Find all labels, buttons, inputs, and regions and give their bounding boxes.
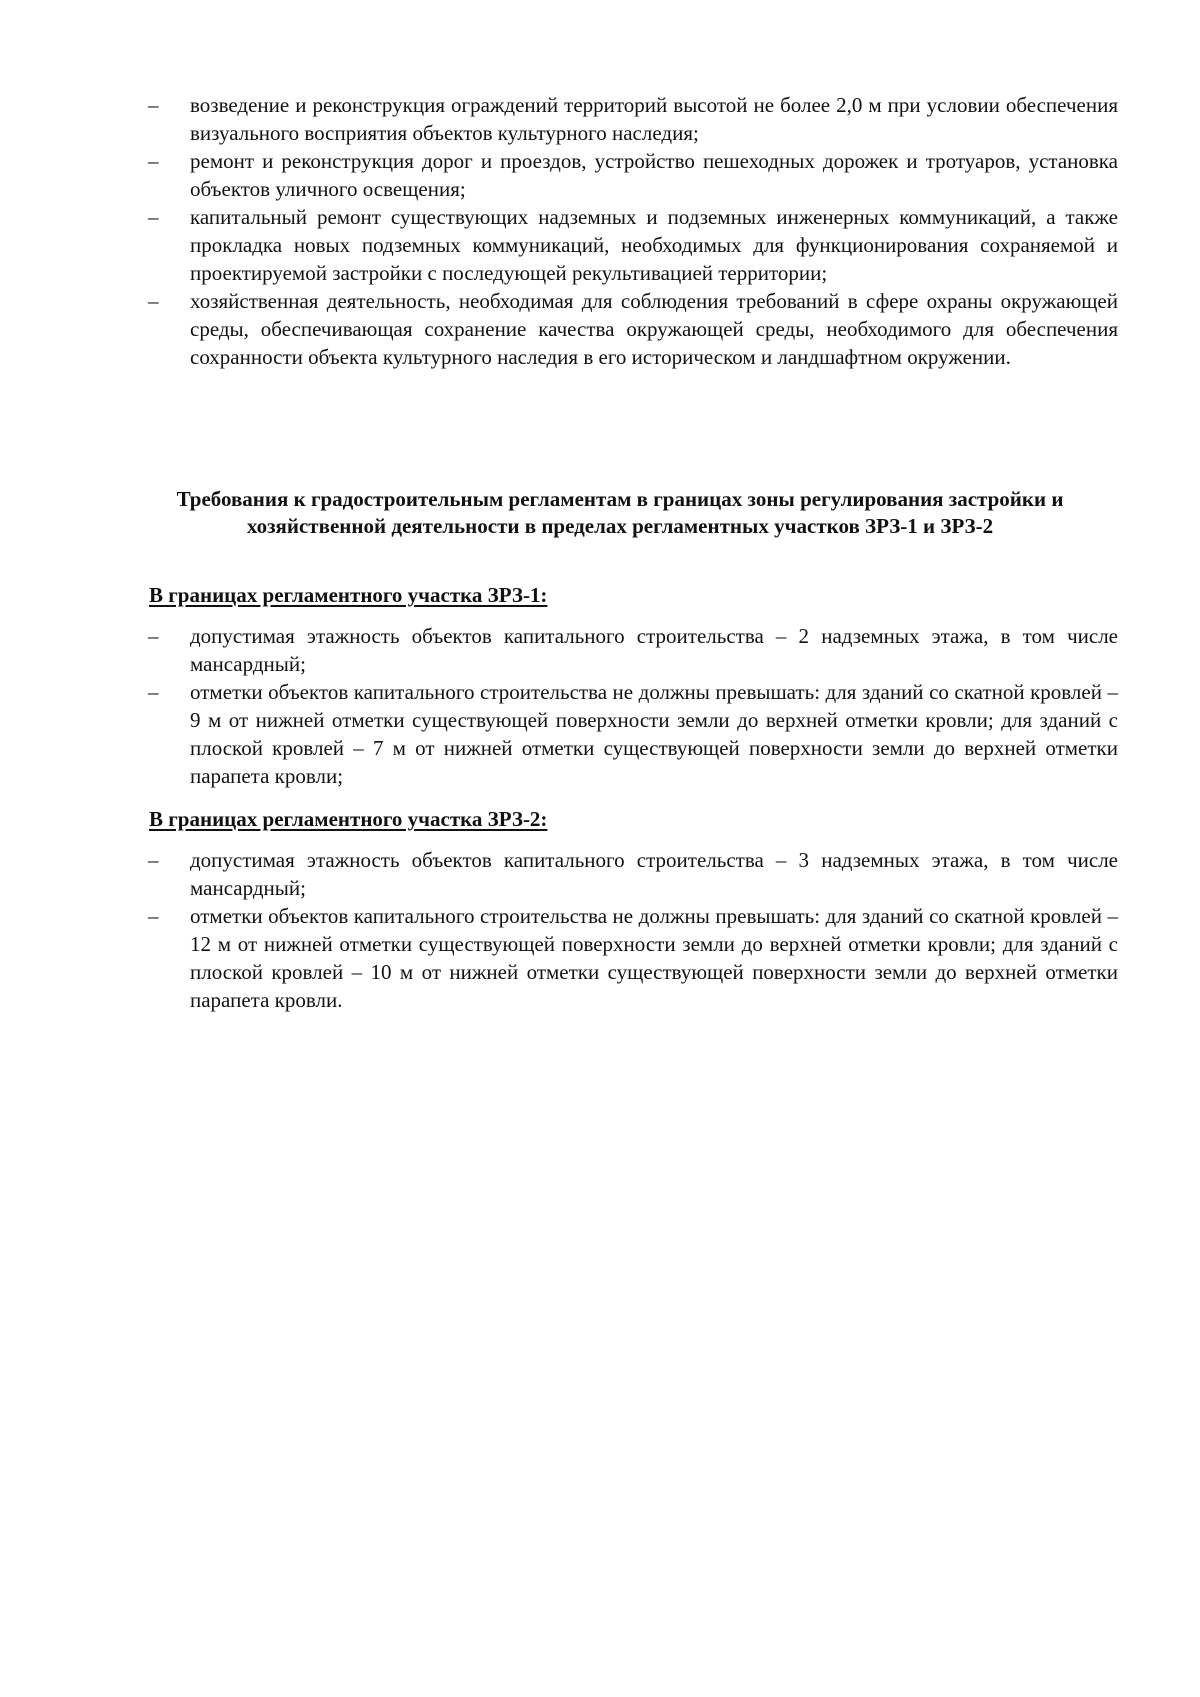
list-item-text: возведение и реконструкция ограждений территорий высотой не более 2,0 м при условии обеспечения визуального восприятия объектов культурного наследия; [190,93,1118,145]
bullet-dash: – [148,848,159,872]
bullet-dash: – [148,93,159,117]
list-item-text: ремонт и реконструкция дорог и проездов, устройство пешеходных дорожек и тротуаров, установка объектов уличного освещения; [190,149,1118,201]
list-item-text: отметки объектов капитального строительства не должны превышать: для зданий со скатной кровлей – 9 м от нижней отметки существующей поверхности земли до верхней отметки кровли; для зданий с плоской кровлей – 7 м от нижней отметки существующей поверхности земли до верхней отметки парапета кровли; [190,680,1118,788]
bullet-dash: – [148,289,159,313]
zone-1-title: В границах регламентного участка ЗРЗ-1: [149,583,548,607]
zone-2-list [148,846,1118,1014]
bullet-dash: – [148,680,159,704]
list-item [148,846,1118,902]
list-item [148,203,1118,287]
list-item [148,287,1118,371]
list-item [148,902,1118,1014]
bullet-dash: – [148,205,159,229]
list-item [148,147,1118,203]
list-item-text: капитальный ремонт существующих надземных и подземных инженерных коммуникаций, а также прокладка новых подземных коммуникаций, необходимых для функционирования сохраняемой и проектируемой застройки с последующей рекультивацией территории; [190,205,1118,285]
bullet-dash: – [148,904,159,928]
intro-list [148,91,1118,371]
zone-2-title: В границах регламентного участка ЗРЗ-2: [149,807,548,831]
list-item [148,622,1118,678]
list-item [148,678,1118,790]
list-item-text: допустимая этажность объектов капитального строительства – 2 надземных этажа, в том числе мансардный; [190,624,1118,676]
bullet-dash: – [148,624,159,648]
list-item [148,91,1118,147]
list-item-text: отметки объектов капитального строительства не должны превышать: для зданий со скатной кровлей – 12 м от нижней отметки существующей поверхности земли до верхней отметки кровли; для зданий с плоской кровлей – 10 м от нижней отметки существующей поверхности земли до верхней отметки парапета кровли. [190,904,1118,1012]
section-heading: Требования к градостроительным регламентам в границах зоны регулирования застройки и хозяйственной деятельности в пределах регламентных участков ЗРЗ-1 и ЗРЗ-2 [176,487,1064,538]
zone-1-list [148,622,1118,790]
list-item-text: хозяйственная деятельность, необходимая для соблюдения требований в сфере охраны окружающей среды, обеспечивающая сохранение качества окружающей среды, необходимого для обеспечения сохранности объекта культурного наследия в его историческом и ландшафтном окружении. [190,289,1118,369]
bullet-dash: – [148,149,159,173]
list-item-text: допустимая этажность объектов капитального строительства – 3 надземных этажа, в том числе мансардный; [190,848,1118,900]
